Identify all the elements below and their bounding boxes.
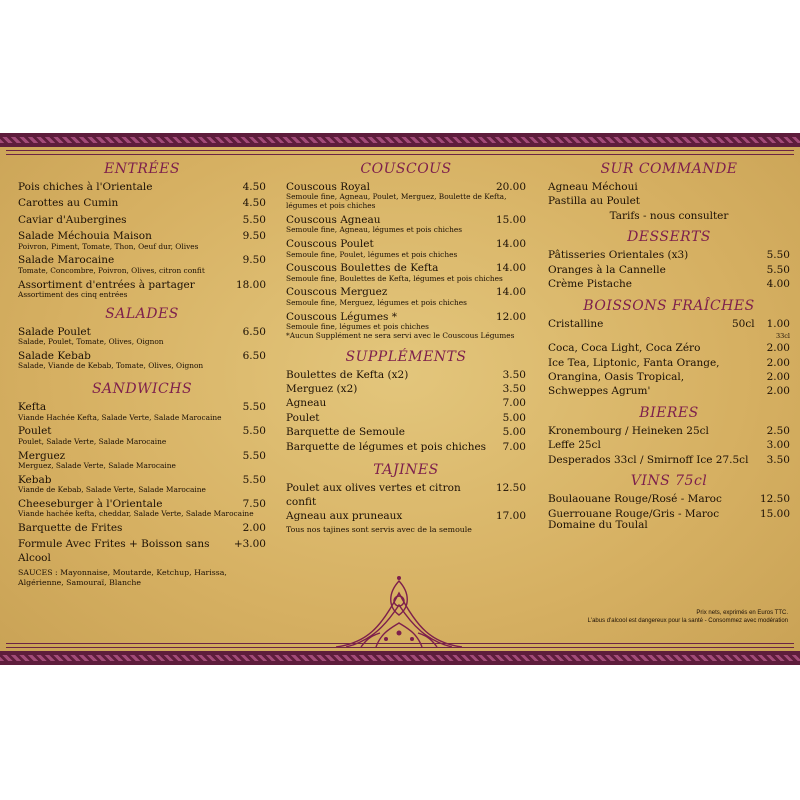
column-middle (286, 161, 526, 535)
menu-item-row (286, 482, 526, 509)
sur-commande-note-text: Tarifs - nous consulter (609, 209, 729, 222)
desserts-list (548, 249, 790, 291)
column-right (548, 161, 790, 533)
menu-item (286, 369, 526, 382)
item-price: 20.00 (495, 181, 526, 193)
menu-item (548, 425, 790, 438)
item-description: Viande de Kebab, Salade Verte, Salade Marocaine (18, 485, 206, 495)
top-rule (6, 150, 794, 151)
item-price: 2.00 (766, 385, 790, 398)
supplements-list (286, 369, 526, 455)
item-price: 5.50 (766, 249, 790, 262)
item-name: Merguez (x2) (286, 382, 358, 395)
entrees-title: ENTRÉES (104, 161, 180, 177)
item-price: 5.50 (242, 213, 266, 226)
item-price: 17.00 (495, 510, 526, 522)
item-name: Coca, Coca Light, Coca Zéro (548, 342, 701, 355)
item-name: Boulaouane Rouge/Rosé - Maroc (548, 493, 722, 506)
item-name: Agneau aux pruneaux (286, 510, 403, 522)
vins-list (548, 493, 790, 532)
item-name: Leffe 25cl (548, 439, 601, 452)
item-description: Poulet, Salade Verte, Salade Marocaine (18, 436, 167, 446)
item-name: Cristalline (548, 317, 604, 330)
item-price: 4.50 (242, 181, 266, 193)
menu-item (18, 450, 266, 471)
desserts-title: DESSERTS (627, 229, 711, 246)
menu-item (548, 195, 790, 208)
item-name: Kronembourg / Heineken 25cl (548, 424, 709, 437)
item-price: +3.00 (233, 538, 266, 551)
menu-item (18, 401, 266, 422)
item-name: Orangina, Oasis Tropical, (548, 370, 685, 383)
item-name: Formule Avec Frites + Boisson sans Alcool (18, 538, 210, 564)
item-price: 5.00 (502, 426, 526, 439)
item-price: 2.50 (766, 424, 790, 437)
menu-item-row (286, 412, 526, 425)
menu-item (548, 181, 790, 194)
menu-item-row (18, 197, 266, 210)
menu-item-row (548, 264, 790, 277)
item-name: Schweppes Agrum' (548, 385, 651, 398)
menu-item (286, 482, 526, 509)
supplements-title: SUPPLÉMENTS (345, 348, 467, 365)
menu-item-row (548, 385, 790, 398)
top-rule-2 (6, 154, 794, 155)
menu-item (18, 197, 266, 210)
menu-item (18, 498, 266, 519)
menu-item-row (18, 522, 266, 535)
item-price: 6.50 (242, 325, 266, 338)
item-name: Ice Tea, Liptonic, Fanta Orange, (548, 356, 720, 369)
item-price: 5.50 (242, 473, 266, 486)
menu-item (286, 262, 526, 283)
item-extra: Domaine du Toulal (548, 519, 648, 531)
item-price: 5.50 (242, 425, 266, 438)
item-name: Couscous Agneau (286, 213, 381, 226)
menu-item (18, 230, 266, 251)
item-description: Tomate, Concombre, Poivron, Olives, citron confit (18, 265, 205, 275)
item-price: 15.00 (495, 213, 526, 226)
item-name: Agneau (286, 397, 327, 410)
item-name: Crème Pistache (548, 278, 632, 291)
item-name: Pastilla au Poulet (548, 195, 641, 208)
item-price: 5.50 (242, 401, 266, 414)
item-name: Barquette de Semoule (286, 426, 405, 439)
bieres-list (548, 425, 790, 467)
item-description: Semoule fine, Poulet, légumes et pois chiches (286, 249, 458, 259)
menu-item (548, 278, 790, 291)
legal-line-1: Prix nets, exprimés en Euros TTC. (696, 610, 788, 616)
item-name: Merguez (18, 449, 66, 462)
sur-commande-title: SUR COMMANDE (600, 161, 738, 177)
couscous-list (286, 181, 526, 332)
item-name: Agneau Méchoui (548, 181, 638, 193)
menu-item-row (548, 249, 790, 262)
menu-item-row (548, 425, 790, 438)
column-left (18, 161, 266, 588)
item-price: 7.00 (502, 397, 526, 410)
item-price: 1.00 (766, 317, 790, 330)
item-name: Barquette de légumes et pois chiches (286, 440, 487, 453)
item-name: Couscous Poulet (286, 238, 374, 251)
legal-line-2: L'abus d'alcool est dangereux pour la santé - Consommez avec modération (587, 618, 788, 625)
menu-item (286, 214, 526, 235)
sandwichs-list (18, 401, 266, 565)
item-price: 12.50 (495, 482, 526, 495)
item-price: 3.00 (766, 439, 790, 452)
menu-item-row (548, 342, 790, 355)
item-price: 7.00 (502, 440, 526, 453)
item-description: Assortiment des cinq entrées (18, 290, 128, 300)
menu-item-row (548, 493, 790, 506)
sauces-note: SAUCES : Mayonnaise, Moutarde, Ketchup, Harissa, Algérienne, Samouraï, Blanche (18, 568, 227, 588)
menu-item-row (286, 397, 526, 410)
menu-item (548, 264, 790, 277)
item-name: Pâtisseries Orientales (x3) (548, 249, 689, 262)
item-price: 4.50 (242, 197, 266, 210)
menu-item (548, 342, 790, 355)
item-price: 14.00 (495, 238, 526, 251)
tajines-title: TAJINES (373, 462, 439, 479)
legal-notice (548, 609, 788, 625)
item-name: Pois chiches à l'Orientale (18, 181, 153, 193)
menu-item (286, 441, 526, 454)
item-price: 5.50 (242, 449, 266, 462)
item-description: Salade, Viande de Kebab, Tomate, Olives, Oignon (18, 361, 204, 371)
sandwichs-title: SANDWICHS (91, 381, 193, 398)
item-name: Poulet (286, 411, 320, 424)
menu-item (18, 326, 266, 347)
cristalline-row (548, 318, 790, 331)
vins-title: VINS 75cl (630, 473, 708, 490)
menu-item (286, 238, 526, 259)
item-size: 50cl (732, 317, 755, 330)
item-price: 14.00 (495, 262, 526, 275)
item-price: 5.50 (766, 263, 790, 276)
menu-item (18, 425, 266, 446)
menu-item-row (18, 214, 266, 227)
item-price: 9.50 (242, 230, 266, 243)
item-price: 12.00 (495, 310, 526, 323)
menu-item-row (18, 538, 266, 565)
item-name: Guerrouane Rouge/Gris - Maroc (548, 507, 720, 520)
item-name: Salade Marocaine (18, 254, 115, 267)
menu-item-row (548, 195, 790, 208)
item-price: 6.50 (242, 350, 266, 362)
menu-item-row (548, 454, 790, 467)
menu-item (286, 426, 526, 439)
item-name: Kefta (18, 401, 47, 414)
menu-item (18, 279, 266, 300)
sur-commande-list (548, 181, 790, 209)
salades-title: SALADES (105, 305, 179, 322)
item-description: Semoule fine, Merguez, légumes et pois chiches (286, 297, 467, 307)
size-label: 33cl (776, 332, 790, 341)
tajines-list (286, 482, 526, 523)
item-name: Couscous Légumes * (286, 310, 398, 323)
menu-item (18, 181, 266, 194)
menu-item (548, 357, 790, 370)
tajines-note: Tous nos tajines sont servis avec de la semoule (286, 525, 472, 535)
menu-item (286, 383, 526, 396)
menu-item (286, 181, 526, 211)
item-description: Viande hachée kefta, cheddar, Salade Verte, Salade Marocaine (18, 509, 254, 519)
item-price: 2.00 (242, 522, 266, 535)
menu-item-row (286, 510, 526, 523)
bieres-title: BIERES (639, 404, 699, 421)
menu-item (548, 493, 790, 506)
menu-item (18, 538, 266, 565)
item-name: Boulettes de Kefta (x2) (286, 368, 409, 381)
menu-item (18, 350, 266, 371)
item-description: Semoule fine, légumes et pois chiches (286, 322, 429, 332)
menu-item-row (18, 181, 266, 194)
menu-item-row (286, 383, 526, 396)
item-price: 9.50 (242, 254, 266, 267)
item-price: 18.00 (235, 278, 266, 291)
item-name: Poulet (18, 425, 52, 438)
menu-item (548, 371, 790, 384)
menu-item (18, 474, 266, 495)
item-name: Couscous Boulettes de Kefta (286, 262, 439, 275)
item-name: Desperados 33cl / Smirnoff Ice 27.5cl (548, 453, 749, 466)
menu-item (286, 286, 526, 307)
item-name: Barquette de Frites (18, 522, 123, 535)
item-name: Cheeseburger à l'Orientale (18, 497, 163, 510)
item-name: Oranges à la Cannelle (548, 263, 666, 276)
menu-item (548, 439, 790, 452)
item-price: 15.00 (759, 507, 790, 520)
menu-item-row (286, 441, 526, 454)
menu-item (18, 522, 266, 535)
item-name: Couscous Merguez (286, 286, 388, 299)
item-price: 7.50 (242, 497, 266, 510)
item-name: Assortiment d'entrées à partager (18, 278, 195, 291)
item-price: 2.00 (766, 370, 790, 383)
menu-item-row (548, 371, 790, 384)
item-price: 2.00 (766, 342, 790, 355)
menu-item (286, 311, 526, 332)
item-price: 3.50 (502, 368, 526, 381)
menu-item-row (548, 439, 790, 452)
menu-item-row (548, 357, 790, 370)
item-name: Couscous Royal (286, 181, 370, 193)
item-name: Carottes au Cumin (18, 197, 119, 210)
menu-item (286, 397, 526, 410)
item-name: Caviar d'Aubergines (18, 213, 127, 226)
menu-item (548, 508, 790, 533)
bottom-border (0, 651, 800, 665)
menu-item (286, 412, 526, 425)
boissons-list (548, 342, 790, 399)
item-price: 12.50 (759, 493, 790, 506)
salades-list (18, 326, 266, 371)
item-description: Semoule fine, Agneau, Poulet, Merguez, Boulette de Kefta, légumes et pois chiches (286, 192, 507, 211)
item-price: 2.00 (766, 356, 790, 369)
item-description: Semoule fine, Boulettes de Kefta, légumes et pois chiches (286, 273, 503, 283)
menu-item (548, 454, 790, 467)
item-price: 14.00 (495, 286, 526, 299)
item-description: Poivron, Piment, Tomate, Thon, Oeuf dur, Olives (18, 241, 199, 251)
item-price: 3.50 (502, 382, 526, 395)
menu-item (286, 510, 526, 523)
entrees-list (18, 181, 266, 300)
item-name: Salade Méchouia Maison (18, 230, 152, 243)
item-description: Merguez, Salade Verte, Salade Marocaine (18, 460, 176, 470)
item-price: 4.00 (766, 278, 790, 291)
item-name: Salade Kebab (18, 350, 91, 362)
item-description: Viande Hachée Kefta, Salade Verte, Salade Marocaine (18, 412, 222, 422)
ornament-icon (336, 573, 462, 651)
menu-item (18, 214, 266, 227)
item-name: Salade Poulet (18, 325, 91, 338)
menu-item (548, 385, 790, 398)
item-name: Kebab (18, 473, 52, 486)
menu-item-row (286, 426, 526, 439)
item-price: 5.00 (502, 411, 526, 424)
boissons-title: BOISSONS FRAÎCHES (583, 297, 755, 314)
couscous-title: COUSCOUS (360, 161, 452, 177)
menu-item (548, 249, 790, 262)
menu-item-row (548, 278, 790, 291)
menu-item-row (548, 181, 790, 194)
item-price: 3.50 (766, 453, 790, 466)
menu-sheet (0, 133, 800, 665)
top-border (0, 133, 800, 147)
item-description: Salade, Poulet, Tomate, Olives, Oignon (18, 337, 164, 347)
item-description: Semoule fine, Agneau, légumes et pois chiches (286, 225, 463, 235)
couscous-note: *Aucun Supplément ne sera servi avec le Couscous Légumes (286, 330, 515, 340)
item-name: Poulet aux olives vertes et citron confit (286, 482, 461, 508)
menu-item (18, 254, 266, 275)
menu-item-row (286, 369, 526, 382)
sur-commande-note (548, 210, 790, 223)
